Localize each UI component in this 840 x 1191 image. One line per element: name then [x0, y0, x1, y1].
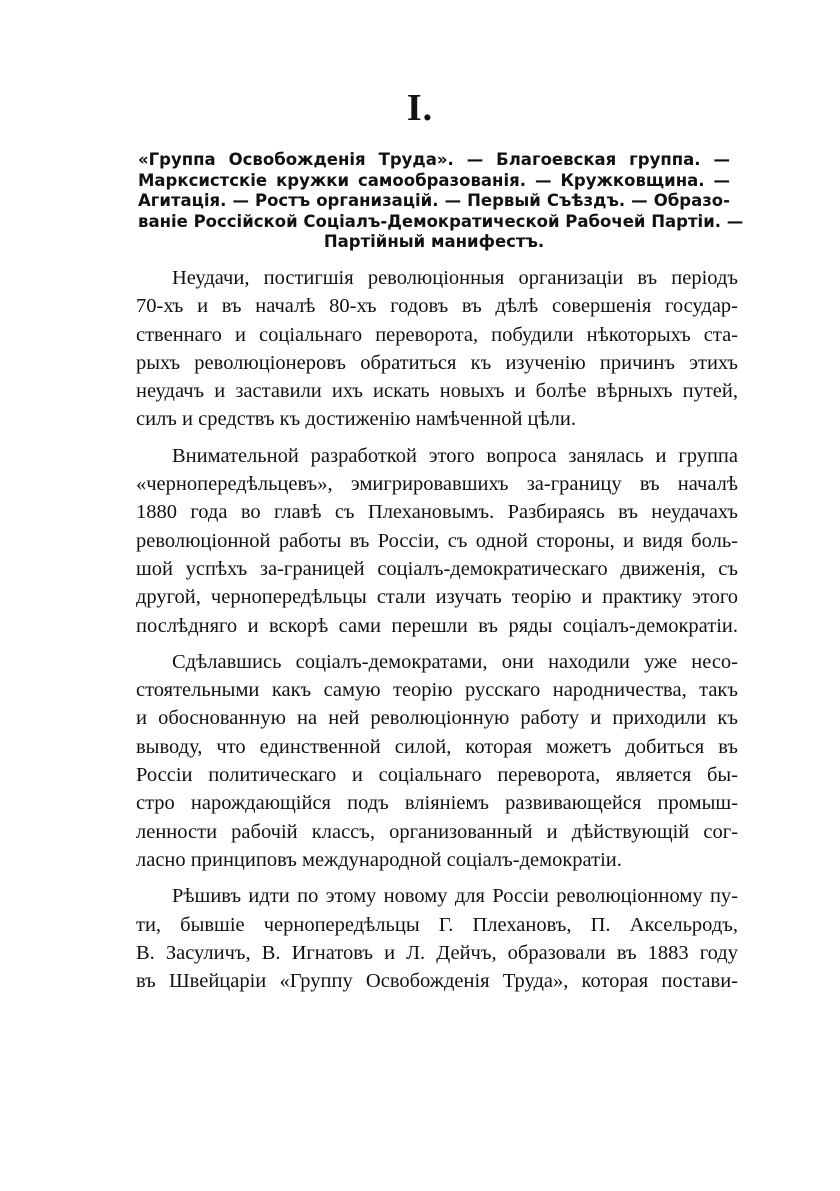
text-line: 70-хъ и въ началѣ 80-хъ годовъ въ дѣлѣ совершенія государ-: [136, 295, 738, 318]
text-line: В. Засуличъ, В. Игнатовъ и Л. Дейчъ, образовали въ 1883 году: [136, 941, 738, 964]
summary-line: Марксистскіе кружки самообразованія. — Кружковщина. —: [138, 170, 730, 190]
text-line: Сдѣлавшись соціалъ-демократами, они находили уже несо-: [172, 650, 738, 673]
text-line: шой успѣхъ за-границей соціалъ-демократическаго движенія, съ: [136, 557, 738, 580]
paragraph-gap: [136, 640, 738, 648]
paragraph: [136, 882, 738, 995]
text-line: неудачъ и заставили ихъ искать новыхъ и болѣе вѣрныхъ путей,: [136, 380, 738, 403]
paragraph: [136, 442, 738, 640]
text-line: въ Швейцаріи «Группу Освобожденія Труда», которая постави-: [136, 970, 738, 993]
text-line: 1880 года во главѣ съ Плехановымъ. Разбираясь въ неудачахъ: [136, 501, 738, 524]
text-line: другой, чернопередѣльцы стали изучать теорію и практику этого: [136, 586, 738, 609]
text-line: ласно принциповъ международной соціалъ-демократіи.: [136, 848, 622, 871]
text-line: ти, бывшіе чернопередѣльцы Г. Плехановъ, П. Аксельродъ,: [136, 913, 738, 936]
text-line: послѣдняго и вскорѣ сами перешли въ ряды соціалъ-демократіи.: [136, 614, 738, 637]
paragraph-gap: [136, 434, 738, 442]
text-line: «чернопередѣльцевъ», эмигрировавшихъ за-границу въ началѣ: [136, 473, 738, 496]
text-line: Неудачи, постигшія революціонныя организаціи въ періодъ: [172, 267, 738, 289]
text-line: стоятельными какъ самую теорію русскаго народничества, такъ: [136, 679, 738, 702]
text-line: Внимательной разработкой этого вопроса занялась и группа: [172, 444, 738, 467]
chapter-number: I.: [406, 87, 434, 129]
summary-line: Агитація. — Ростъ организацій. — Первый Съѣздъ. — Образо-: [138, 191, 730, 210]
text-line: ственнаго и соціальнаго переворота, побудили нѣкоторыхъ ста-: [136, 323, 738, 346]
chapter-summary: [138, 150, 744, 253]
text-line: Россіи политическаго и соціальнаго переворота, является бы-: [136, 764, 738, 787]
text-line: выводу, что единственной силой, которая можетъ добиться въ: [136, 735, 738, 758]
paragraph: [136, 264, 738, 434]
text-line: рыхъ революціонеровъ обратиться къ изученію причинъ этихъ: [136, 351, 738, 374]
paragraph: [136, 648, 738, 874]
body-text: [136, 264, 738, 995]
text-line: и обоснованную на ней революціонную работу и приходили къ: [136, 707, 738, 730]
text-line: революціонной работы въ Россіи, съ одной стороны, и видя боль-: [136, 529, 738, 552]
text-line: стро нарождающійся подъ вліяніемъ развивающейся промыш-: [136, 792, 738, 815]
text-line: ленности рабочій классъ, организованный и дѣйствующій сог-: [136, 820, 738, 843]
paragraph-gap: [136, 874, 738, 882]
summary-line: Партійный манифестъ.: [323, 232, 545, 251]
text-line: силъ и средствъ къ достиженію намѣченной цѣли.: [136, 408, 576, 431]
summary-line: ваніе Россійской Соціалъ-Демократической Рабочей Партіи. —: [138, 211, 744, 231]
text-line: Рѣшивъ идти по этому новому для Россіи революціонному пу-: [172, 885, 738, 908]
summary-line: «Группа Освобожденія Труда». — Благоевская группа. —: [138, 150, 730, 169]
